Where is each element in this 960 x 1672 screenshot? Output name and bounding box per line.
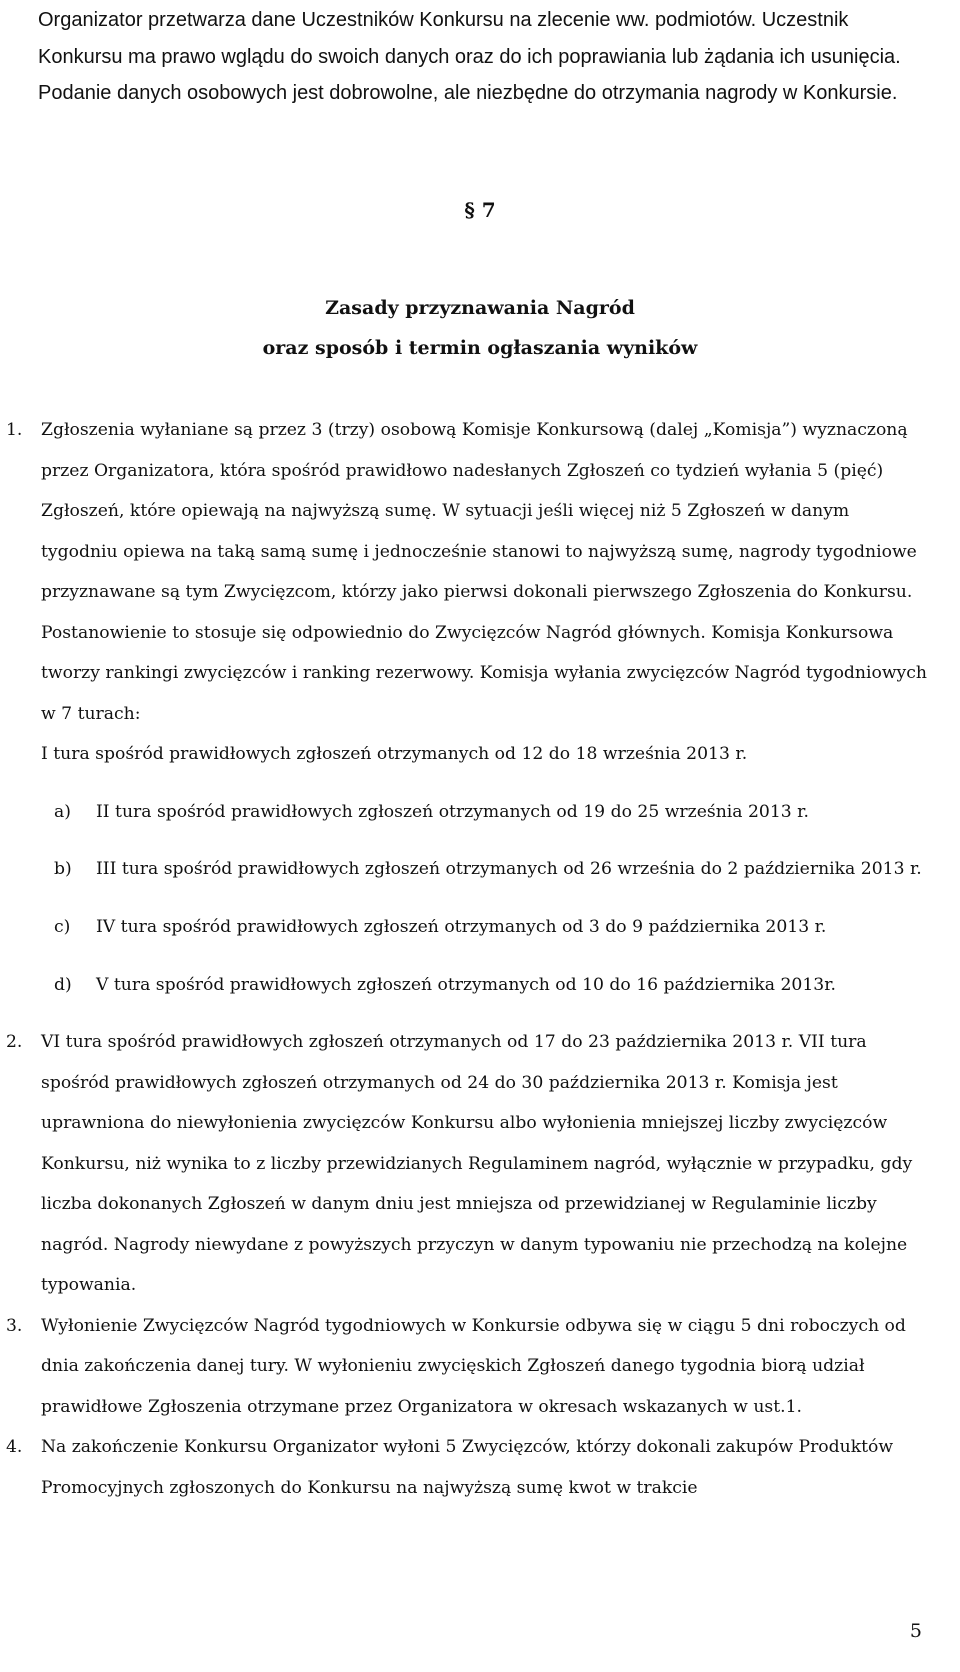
numbered-list xyxy=(0,410,960,1508)
first-round-text: I tura spośród prawidłowych zgłoszeń otrzymanych od 12 do 18 września 2013 r. xyxy=(41,744,748,764)
sub-item-letter: d) xyxy=(54,974,72,995)
item-number: 2. xyxy=(6,1032,23,1053)
section-title xyxy=(0,288,960,368)
sub-item-text: II tura spośród prawidłowych zgłoszeń otrzymanych od 19 do 25 września 2013 r. xyxy=(96,801,809,822)
item-number: 4. xyxy=(6,1437,23,1458)
item-number: 1. xyxy=(6,420,23,440)
sub-item-a xyxy=(0,792,926,833)
sub-item-c xyxy=(0,907,926,948)
list-item-1 xyxy=(0,410,930,775)
list-item-4 xyxy=(0,1427,930,1508)
sub-item-text: IV tura spośród prawidłowych zgłoszeń otrzymanych od 3 do 9 października 2013 r. xyxy=(96,917,827,938)
section-title-line-2: oraz sposób i termin ogłaszania wyników xyxy=(262,337,698,359)
item-number: 3. xyxy=(6,1315,23,1336)
intro-text: Organizator przetwarza dane Uczestników Konkursu na zlecenie ww. podmiotów. Uczestnik Konkursu ma prawo wglądu do swoich danych oraz do ich poprawiania lub żądania ich usunięcia. Podanie danych osobowych jest dobrowolne, ale niezbędne do otrzymania nagrody w Konkursie. xyxy=(38,9,901,104)
sub-item-letter: a) xyxy=(54,801,71,822)
sub-item-text: III tura spośród prawidłowych zgłoszeń otrzymanych od 26 września do 2 października 2013 r. xyxy=(96,859,922,880)
sub-item-letter: b) xyxy=(54,859,72,880)
page-number: 5 xyxy=(909,1620,922,1642)
sub-item-b xyxy=(0,849,926,890)
section-mark: § 7 xyxy=(464,198,496,222)
list-item-2 xyxy=(0,1022,930,1306)
list-item-3 xyxy=(0,1306,930,1428)
item-text: Na zakończenie Konkursu Organizator wyłoni 5 Zwycięzców, którzy dokonali zakupów Produktów Promocyjnych zgłoszonych do Konkursu na najwyższą sumę kwot w trakcie xyxy=(41,1437,894,1498)
section-title-line-1: Zasady przyznawania Nagród xyxy=(325,297,635,319)
item-text: Wyłonienie Zwycięzców Nagród tygodniowych w Konkursie odbywa się w ciągu 5 dni roboczych od dnia zakończenia danej tury. W wyłonieniu zwycięskich Zgłoszeń danego tygodnia biorą udział prawidłowe Zgłoszenia otrzymane przez Organizatora w okresach wskazanych w ust.1. xyxy=(41,1315,906,1417)
sub-item-letter: c) xyxy=(54,917,71,938)
item-text: Zgłoszenia wyłaniane są przez 3 (trzy) osobową Komisje Konkursową (dalej „Komisja”) wyznaczoną przez Organizatora, która spośród prawidłowo nadesłanych Zgłoszeń co tydzień wyłania 5 (pięć) Zgłoszeń, które opiewają na najwyższą sumę. W sytuacji jeśli więcej niż 5 Zgłoszeń w danym tygodniu opiewa na taką samą sumę i jednocześnie stanowi to najwyższą sumę, nagrody tygodniowe przyznawane są tym Zwycięzcom, którzy jako pierwsi dokonali pierwszego Zgłoszenia do Konkursu. Postanowienie to stosuje się odpowiednio do Zwycięzców Nagród głównych. Komisja Konkursowa tworzy rankingi zwycięzców i ranking rezerwowy. Komisja wyłania zwycięzców Nagród tygodniowych w 7 turach: xyxy=(41,420,927,724)
sub-item-d xyxy=(0,965,926,1006)
item-text: VI tura spośród prawidłowych zgłoszeń otrzymanych od 17 do 23 października 2013 r. VII tura spośród prawidłowych zgłoszeń otrzymanych od 24 do 30 października 2013 r. Komisja jest uprawniona do niewyłonienia zwycięzców Konkursu albo wyłonienia mniejszej liczby zwycięzców Konkursu, niż wynika to z liczby przewidzianych Regulaminem nagród, wyłącznie w przypadku, gdy liczba dokonanych Zgłoszeń w danym dniu jest mniejsza od przewidzianej w Regulaminie liczby nagród. Nagrody niewydane z powyższych przyczyn w danym typowaniu nie przechodzą na kolejne typowania. xyxy=(41,1032,913,1296)
sub-item-text: V tura spośród prawidłowych zgłoszeń otrzymanych od 10 do 16 października 2013r. xyxy=(96,974,837,995)
intro-paragraph xyxy=(38,2,918,112)
